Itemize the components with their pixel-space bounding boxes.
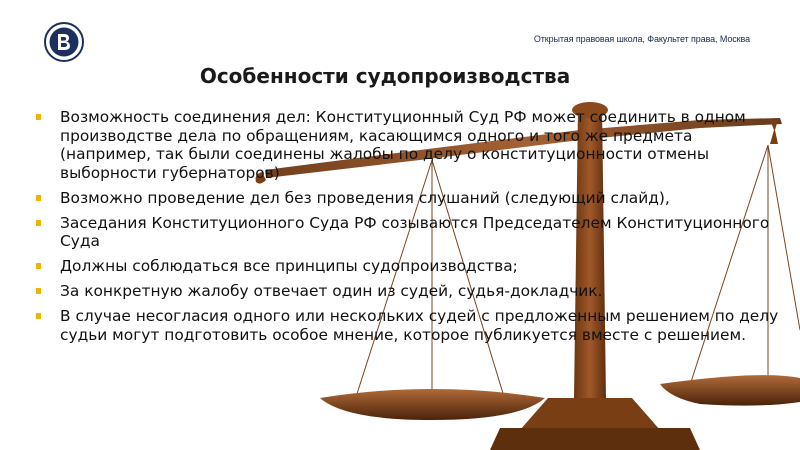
bullet-text: Возможность соединения дел: Конституционный Суд РФ может соединить в одном производстве дела по обращениям, касающимся одного и того же предмета (например, так были соединены жалобы по делу о конституционности отмены выборности губернаторов) — [60, 108, 746, 182]
bullet-text: В случае несогласия одного или нескольких судей с предложенным решением по делу судьи могут подготовить особое мнение, которое публикуется вместе с решением. — [60, 307, 779, 344]
bullet-marker-icon — [36, 288, 41, 294]
bullet-text: Возможно проведение дел без проведения слушаний (следующий слайд), — [60, 188, 670, 207]
bullet-marker-icon — [36, 263, 41, 269]
institution-note: Открытая правовая школа, Факультет права, Москва — [533, 34, 750, 44]
bullet-marker-icon — [36, 114, 41, 120]
bullet-item — [36, 189, 781, 208]
hse-logo-icon — [44, 22, 84, 62]
bullet-item — [36, 214, 781, 251]
bullet-item — [36, 257, 781, 276]
bullet-item — [36, 282, 781, 301]
bullet-marker-icon — [36, 220, 41, 226]
bullet-text: Заседания Конституционного Суда РФ созываются Председателем Конституционного Суда — [60, 213, 770, 251]
bullet-item — [36, 307, 781, 344]
bullet-text: За конкретную жалобу отвечает один из судей, судья-докладчик. — [60, 282, 603, 301]
bullet-item — [36, 108, 781, 182]
bullet-marker-icon — [36, 195, 41, 201]
bullet-list — [36, 108, 781, 351]
slide-title: Особенности судопроизводства — [199, 64, 571, 88]
bullet-marker-icon — [36, 313, 41, 319]
bullet-text: Должны соблюдаться все принципы судопроизводства; — [60, 257, 518, 276]
